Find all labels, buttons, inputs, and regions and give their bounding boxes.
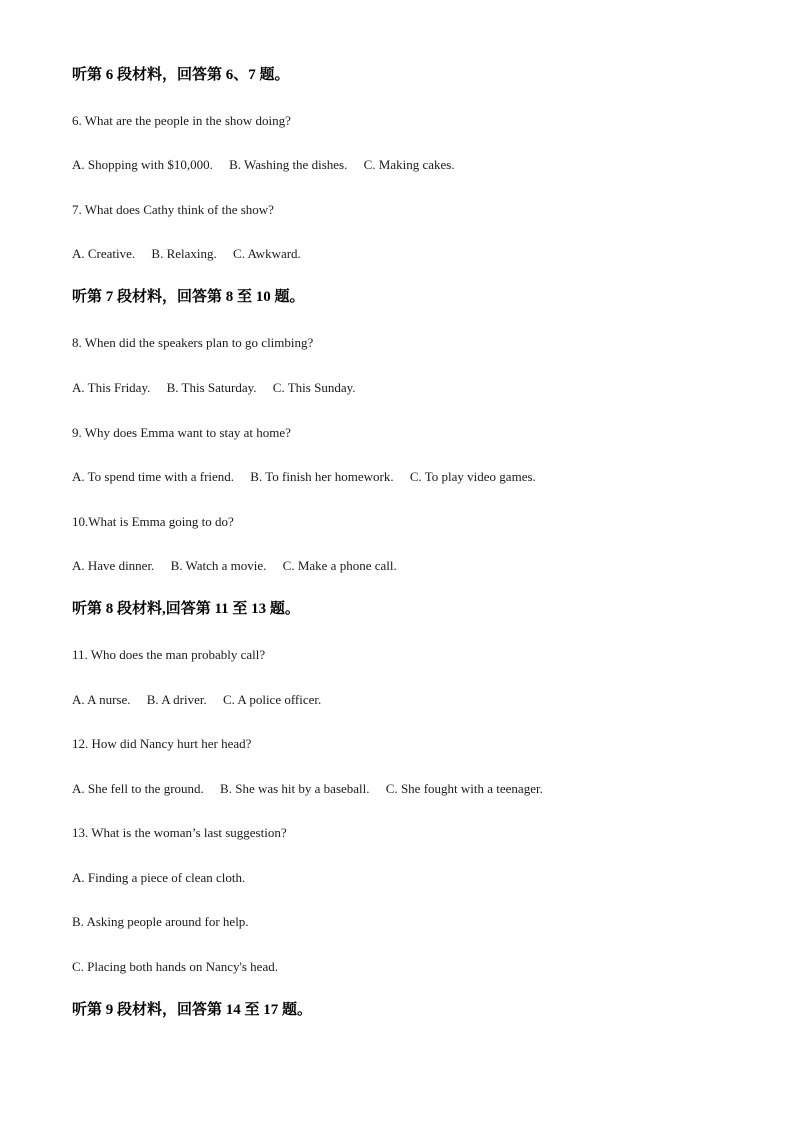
- question-7-options: [72, 245, 314, 263]
- option-b: B. Watch a movie.: [170, 558, 267, 573]
- question-10: 10.What is Emma going to do?: [72, 514, 234, 529]
- option-c: C. To play video games.: [409, 469, 536, 484]
- question-9-options: [72, 468, 549, 486]
- option-c: C. She fought with a teenager.: [385, 781, 543, 796]
- question-13: 13. What is the woman’s last suggestion?: [72, 825, 287, 840]
- question-6: 6. What are the people in the show doing?: [72, 113, 291, 128]
- section-heading: 听第 7 段材料，回答第 8 至 10 题。: [72, 289, 305, 305]
- section-heading: 听第 6 段材料，回答第 6、7 题。: [72, 67, 290, 83]
- option-c: C. A police officer.: [222, 692, 322, 707]
- question-10-options: [72, 557, 410, 575]
- option-b: B. To finish her homework.: [250, 469, 394, 484]
- option-b: B. This Saturday.: [166, 380, 257, 395]
- question-6-options: [72, 156, 468, 174]
- option-a: A. She fell to the ground.: [72, 781, 204, 796]
- question-13-option-a: A. Finding a piece of clean cloth.: [72, 870, 246, 885]
- option-a: A. Have dinner.: [72, 558, 155, 573]
- question-13-option-b: B. Asking people around for help.: [72, 914, 249, 929]
- option-b: B. She was hit by a baseball.: [220, 781, 370, 796]
- option-a: A. A nurse.: [72, 692, 131, 707]
- question-7: 7. What does Cathy think of the show?: [72, 202, 274, 217]
- section-heading: 听第 9 段材料，回答第 14 至 17 题。: [72, 1002, 313, 1018]
- option-b: B. Washing the dishes.: [229, 157, 348, 172]
- option-c: C. Make a phone call.: [282, 558, 397, 573]
- question-12-options: [72, 780, 556, 798]
- option-a: A. This Friday.: [72, 380, 151, 395]
- option-b: B. Relaxing.: [151, 246, 217, 261]
- question-11-options: [72, 691, 334, 709]
- option-b: B. A driver.: [146, 692, 207, 707]
- section-heading: 听第 8 段材料,回答第 11 至 13 题。: [72, 601, 300, 617]
- option-c: C. Making cakes.: [363, 157, 455, 172]
- option-c: C. This Sunday.: [272, 380, 356, 395]
- question-8: 8. When did the speakers plan to go climbing?: [72, 335, 314, 350]
- option-a: A. To spend time with a friend.: [72, 469, 235, 484]
- question-9: 9. Why does Emma want to stay at home?: [72, 425, 291, 440]
- question-8-options: [72, 379, 369, 397]
- question-12: 12. How did Nancy hurt her head?: [72, 736, 252, 751]
- question-11: 11. Who does the man probably call?: [72, 647, 266, 662]
- option-a: A. Creative.: [72, 246, 136, 261]
- question-13-option-c: C. Placing both hands on Nancy's head.: [72, 959, 278, 974]
- option-c: C. Awkward.: [233, 246, 301, 261]
- option-a: A. Shopping with $10,000.: [72, 157, 213, 172]
